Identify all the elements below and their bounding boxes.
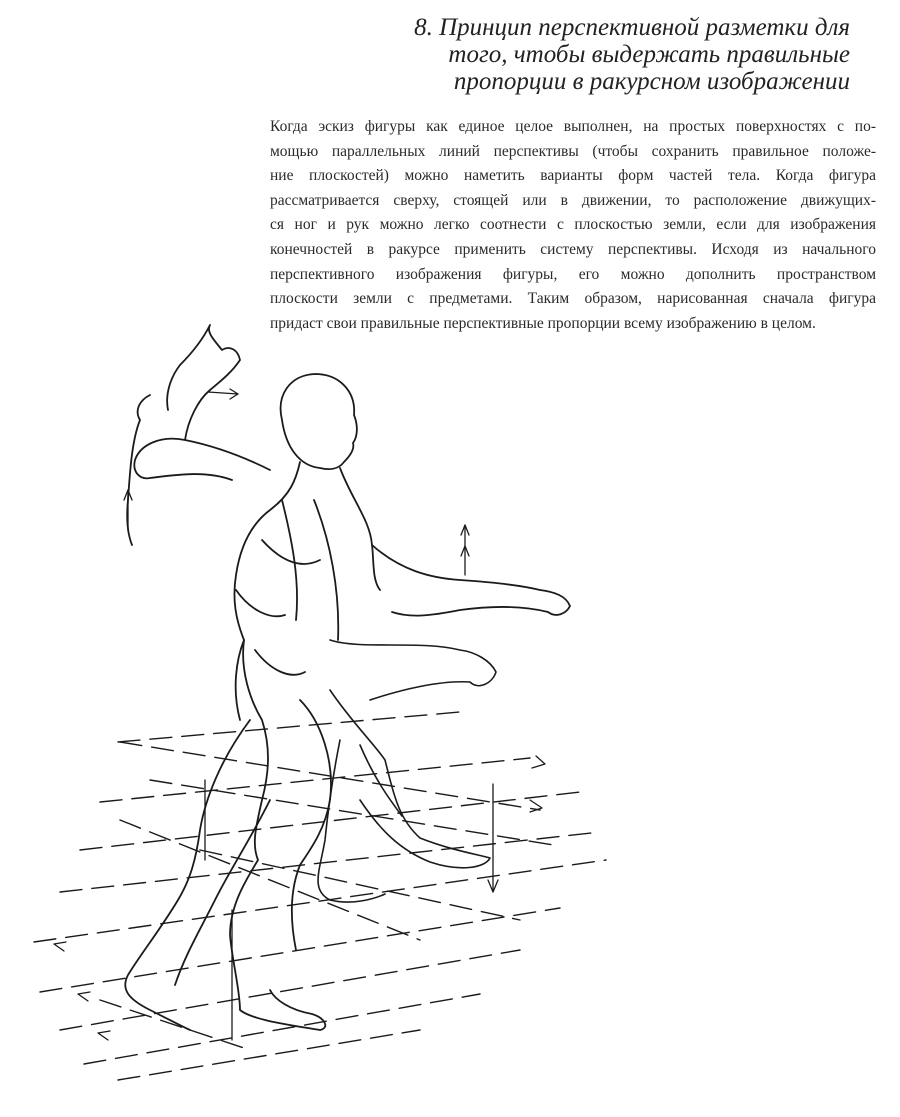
body-line: плоскости земли с предметами. Таким образом, нарисованная сначала фигура [270, 290, 876, 308]
heading-line: 8. Принцип перспективной разметки для [414, 14, 850, 41]
body-line: рассматривается сверху, стоящей или в движении, то расположение движущих- [270, 191, 876, 209]
body-line: Когда эскиз фигуры как единое целое выполнен, на простых поверхностях с по- [270, 118, 876, 135]
anatomy-perspective-illustration [0, 320, 900, 1117]
body-line: конечностей в ракурсе применить систему перспективы. Исходя из начального [270, 240, 876, 258]
body-line: перспективного изображения фигуры, его можно дополнить пространством [270, 265, 876, 283]
motion-arrows [124, 389, 469, 575]
heading-line: того, чтобы выдержать правильные [448, 41, 850, 68]
section-heading [380, 14, 850, 95]
body-line: придаст свои правильные перспективные пропорции всему изображению в целом. [270, 314, 816, 332]
body-line: ся ног и рук можно легко соотнести с плоскостью земли, если для изображения [270, 216, 876, 234]
heading-line: пропорции в ракурсном изображении [453, 68, 850, 95]
body-line: мощью параллельных линий перспективы (чтобы сохранить правильное положе- [270, 142, 876, 160]
main-figure [125, 325, 570, 1030]
perspective-grid [34, 712, 606, 1080]
body-paragraph [270, 115, 876, 336]
body-line: ние плоскостей) можно наметить варианты форм частей тела. Когда фигура [270, 167, 876, 185]
